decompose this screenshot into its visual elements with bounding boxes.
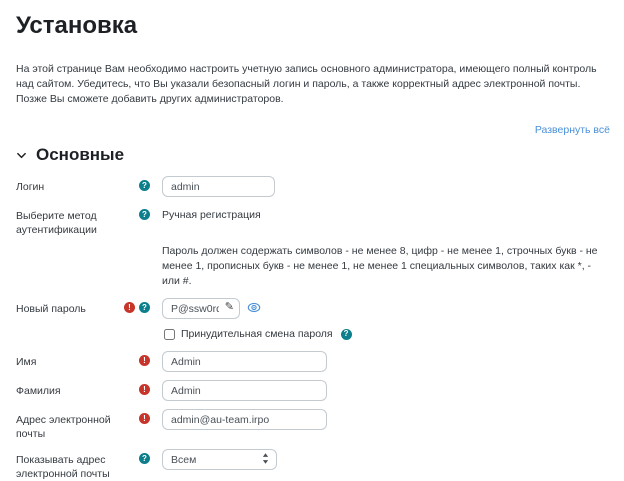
chevron-down-icon[interactable] [16,150,27,161]
unmask-password-button[interactable] [247,301,261,317]
firstname-label: Имя [16,356,37,368]
section-title: Основные [36,145,125,164]
force-password-change-row [164,328,610,340]
expand-all-link[interactable]: Развернуть всё [534,124,610,136]
page-title: Установка [16,12,138,39]
login-label: Логин [16,181,45,193]
email-visibility-select[interactable] [162,449,277,470]
login-input[interactable] [162,176,275,197]
select-arrows-icon [262,453,269,467]
new-password-input[interactable] [162,298,240,319]
help-icon[interactable]: ? [139,180,150,191]
intro-text: На этой странице Вам необходимо настроить учетную запись основного администратора, имеющего полный контроль над сайтом. Убедитесь, что Вы указали безопасный логин и пароль, а также корректный адрес электронной почты. Позже Вы сможете добавить других администраторов. [16,63,597,105]
help-icon[interactable]: ? [341,329,352,340]
field-row-auth-method [16,205,610,237]
required-icon[interactable]: ! [139,413,150,424]
help-icon[interactable]: ? [139,302,150,313]
lastname-input[interactable] [162,380,327,401]
section-header-general[interactable] [16,145,610,165]
force-password-change-checkbox[interactable] [164,329,175,340]
email-label: Адрес электронной почты [16,414,111,440]
field-row-new-password [16,298,610,319]
field-row-email-visibility [16,449,610,481]
email-visibility-selected-value: Всем [171,453,197,466]
pencil-icon: ✎ [224,301,234,313]
expand-all-row [16,124,610,136]
email-visibility-label: Показывать адрес электронной почты [16,454,110,480]
new-password-label: Новый пароль [16,303,86,315]
auth-method-label: Выберите метод аутентификации [16,210,97,236]
help-icon[interactable]: ? [139,209,150,220]
lastname-label: Фамилия [16,385,61,397]
field-row-firstname [16,351,610,372]
help-icon[interactable]: ? [139,453,150,464]
required-icon[interactable]: ! [139,384,150,395]
eye-icon [247,301,261,317]
firstname-input[interactable] [162,351,327,372]
field-row-login [16,176,610,197]
auth-method-value: Ручная регистрация [162,209,261,221]
force-password-change-label[interactable]: Принудительная смена пароля [181,328,333,340]
required-icon[interactable]: ! [124,302,135,313]
password-policy-hint: Пароль должен содержать символов - не менее 8, цифр - не менее 1, строчных букв - не менее 1, прописных букв - не менее 1, не менее 1 специальных символов, таких как *, - или #. [162,245,598,287]
field-row-lastname [16,380,610,401]
required-icon[interactable]: ! [139,355,150,366]
email-input[interactable] [162,409,327,430]
